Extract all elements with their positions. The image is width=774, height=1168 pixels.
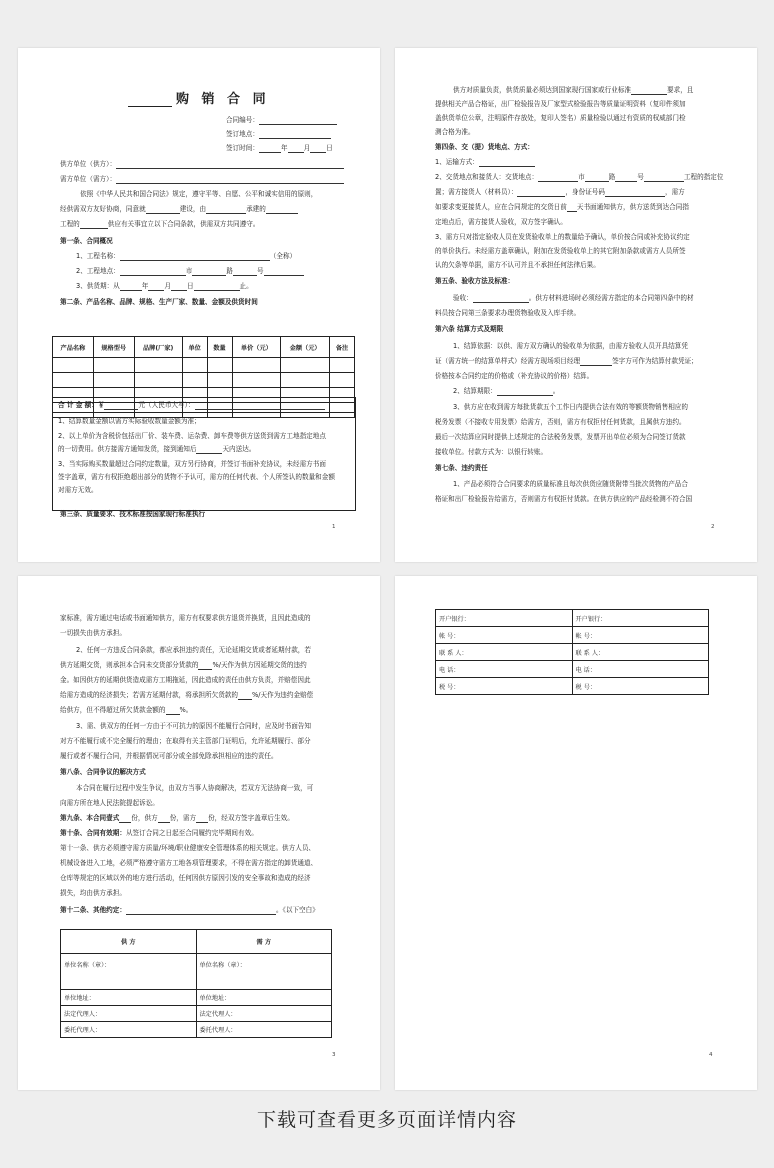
buyer-column-header: 需 方 (196, 930, 332, 954)
quality-line-1: 供方对质量负责，供货质量必须达到国家现行国家或行业标准 要求，且 (453, 86, 694, 94)
supplier-contact: 联 系 人： (436, 644, 573, 661)
transport-line-1: 1、运输方式： (435, 158, 535, 167)
signature-header-row (61, 930, 332, 954)
article-9-line: 第九条、本合同壹式 份，供方 份，需方 份，经双方签字盖章后生效。 (60, 814, 294, 822)
supplier-bank: 开户银行： (436, 610, 573, 627)
breach-line-9: 对方不能履行或不完全履行的理由；在取得有关主管部门证明后，允许延期履行、部分 (60, 737, 311, 745)
supplier-label: 供方单位（供方）： (60, 160, 344, 169)
settlement-line-3: 价格按本合同约定的价格或（补充协议的价格）结算。 (435, 372, 594, 380)
transport-line-8: 认的欠条等单据，需方不认可并且不承担任何法律后果。 (435, 261, 600, 269)
table-row (436, 610, 709, 627)
transport-line-2: 2、交货地点和接货人：交货地点： 市 路 号 工程的指定位 (435, 173, 724, 181)
buyer-agent: 委托代理人： (196, 1022, 332, 1038)
intro-line-1: 依照《中华人民共和国合同法》规定，遵守平等、自愿、公平和诚实信用的原则， (80, 190, 318, 198)
article-11-line-2: 机械设备进入工地，必须严格遵守需方工地各项管理要求，不得在需方指定的卸货通道、 (60, 859, 318, 867)
col-unit: 单位 (182, 337, 207, 358)
contract-page-4 (395, 576, 757, 1090)
table-row (436, 644, 709, 661)
breach-line-4: 供方延期交货，则承担本合同未交货部分货款的 %/天作为供方因延期交货的违约 (60, 661, 307, 669)
signature-row (61, 1022, 332, 1038)
project-name-line: 1、工程名称： （全称） (76, 252, 297, 260)
article-11-line-4: 损失，均由供方承担。 (60, 889, 126, 897)
buyer-account: 帐 号： (572, 627, 709, 644)
breach-line-1: 家标准，需方通过电话或书面通知供方，需方有权要求供方退货并换货，且因此造成的 (60, 614, 311, 622)
supplier-column-header: 供 方 (61, 930, 197, 954)
col-amount: 金额（元） (281, 337, 330, 358)
supplier-address: 单位地址： (61, 990, 197, 1006)
col-product-name: 产品名称 (53, 337, 94, 358)
col-remark: 备注 (330, 337, 355, 358)
settlement-line-4: 2、结算期限： 。 (453, 387, 560, 395)
settlement-line-7: 最后一次结算应同时提供上述规定的合法税务发票，发票开出单位必须为合同签订货款 (435, 433, 686, 441)
buyer-phone: 电 话： (572, 661, 709, 678)
article-11-line-3: 仓库等规定的区域以外的地方进行活动，任何因供方原因引发的安全事故和造成的经济 (60, 874, 311, 882)
contract-page-1 (18, 48, 380, 562)
article-12-line: 第十二条、其他约定： 。《以下空白》 (60, 906, 319, 914)
supply-period-line: 3、供货期：从 年 月 日 止。 (76, 282, 253, 290)
signature-table (60, 929, 332, 1038)
quality-line-3: 盖供货单位公章，注明原件存放处，复印人签名）质量检验以通过有资质的权威部门检 (435, 114, 686, 122)
dispute-line-2: 向需方所在地人民法院提起诉讼。 (60, 799, 159, 807)
page-number: 3 (332, 1052, 336, 1058)
buyer-bank: 开户银行： (572, 610, 709, 627)
breach-line-10: 履行或者不履行合同，并根据情况可部分或全部免除承担相应的违约责任。 (60, 752, 278, 760)
buyer-legal-rep: 法定代理人： (196, 1006, 332, 1022)
note-2b: 的一切费用。供方接需方通知发货，接到通知后 天内送达。 (58, 445, 256, 453)
note-3c: 对需方无效。 (58, 486, 98, 494)
note-1: 1、结算数量金额以需方实际验收数量金额为准； (58, 417, 201, 425)
contract-page-2 (395, 48, 757, 562)
signature-row (61, 990, 332, 1006)
col-brand: 品牌(厂家) (134, 337, 182, 358)
breach-line-7: 给供方，但不得超过所欠货款金额的 %。 (60, 706, 193, 714)
sign-place-label: 签订地点： (226, 130, 331, 139)
buyer-address: 单位地址： (196, 990, 332, 1006)
table-row (436, 678, 709, 695)
table-row (436, 627, 709, 644)
inspection-line-1: 验收： 。供方材料进场时必须经需方指定的本合同第四条中的材 (453, 294, 694, 302)
signature-row (61, 954, 332, 990)
contract-no-label: 合同编号： (226, 116, 337, 125)
article-5-heading: 第五条、验收方法及标准： (435, 277, 515, 285)
breach-line-5: 金。如因供方的延期供货造成需方工期拖延，因此造成的责任由供方负责，并赔偿因此 (60, 676, 311, 684)
note-3b: 签字盖章，需方有权拒绝超出部分的货物不予认可，需方的任何代表、个人所签认的数量和金额 (58, 473, 335, 481)
article-2-heading: 第二条、产品名称、品牌、规格、生产厂家、数量、金额及供货时间 (60, 298, 258, 306)
supplier-legal-rep: 法定代理人： (61, 1006, 197, 1022)
intro-line-3: 工程的 供应有关事宜立以下合同条款，供需双方共同遵守。 (60, 220, 260, 228)
table-row (53, 358, 355, 373)
bank-info-table (435, 609, 709, 695)
divider (52, 412, 354, 413)
sign-date-label: 签订时间： 年 月 日 (226, 144, 333, 152)
supplier-tax-no: 税 号： (436, 678, 573, 695)
download-more-caption: 下载可查看更多页面详情内容 (256, 1109, 517, 1131)
article-4-heading: 第四条、交（提）货地点、方式： (435, 143, 534, 151)
transport-line-4: 如要求变更接货人，应在合同规定的交货日前 天书面通知供方，供方送货到达合同指 (435, 203, 689, 211)
liability-line-2: 格证和出厂检验报告给需方，否则需方有权拒付货款。在供方供应的产品经检测不符合国 (435, 495, 693, 503)
buyer-contact: 联 系 人： (572, 644, 709, 661)
settlement-line-1: 1、结算依据：以供、需方双方确认的验收单为依据，由需方验收人员开具结算凭 (453, 342, 688, 350)
supplier-account: 帐 号： (436, 627, 573, 644)
signature-row (61, 1006, 332, 1022)
intro-line-2: 经供需双方友好协商，同意就 建设，由 承建的 (60, 205, 298, 214)
article-7-heading: 第七条、违约责任 (435, 464, 488, 472)
liability-line-1: 1、产品必须符合合同要求的质量标准且每次供货应随货附带当批次货物的产品合 (453, 480, 688, 488)
buyer-unit-name: 单位名称（章）： (196, 954, 332, 990)
article-10-line: 第十条、合同有效期：从签订合同之日起至合同履约完毕期间有效。 (60, 829, 258, 837)
total-amount-line: 合 计 金 额：￥ 元（人民币大写）： (58, 401, 325, 410)
transport-line-5: 定地点后，需方接货人验收，双方签字确认。 (435, 218, 567, 226)
buyer-tax-no: 税 号： (572, 678, 709, 695)
article-3-heading: 第三条、质量要求、技术标准按国家现行标准执行 (60, 510, 206, 518)
col-quantity: 数量 (207, 337, 232, 358)
quality-line-2: 提供相关产品合格证，出厂检验报告及厂家型式检验报告等质量证明资料（复印件须加 (435, 100, 686, 108)
supplier-phone: 电 话： (436, 661, 573, 678)
settlement-line-6: 税务发票（不接收专用发票）给需方，否则，需方有权拒付任何货款，且属供方违约。 (435, 418, 686, 426)
supplier-agent: 委托代理人： (61, 1022, 197, 1038)
note-3a: 3、当实际购买数量超过合同约定数量，双方另行协商，并签订书面补充协议，未经需方书面 (58, 460, 326, 468)
supplier-unit-name: 单位名称（章）： (61, 954, 197, 990)
contract-page-3 (18, 576, 380, 1090)
table-row (436, 661, 709, 678)
article-11-line-1: 第十一条、供方必须遵守需方质量/环境/职业健康安全管理体系的相关规定。供方人员、 (60, 844, 316, 852)
breach-line-3: 2、任何一方违反合同条款，都应承担违约责任，无论延期交货或者延期付款，若 (76, 646, 311, 654)
transport-line-6: 3、需方只对指定验收人员在发货验收单上的数量给予确认，单价按合同或补充协议约定 (435, 233, 690, 241)
dispute-line-1: 本合同在履行过程中发生争议，由双方当事人协商解决，若双方无法协商一致，可 (76, 784, 314, 792)
breach-line-6: 给需方造成的经济损失；若需方延期付款，将承担所欠货款的 %/天作为违约金赔偿 (60, 691, 314, 699)
breach-line-2: 一切损失由供方承担。 (60, 629, 126, 637)
inspection-line-2: 料员按合同第三条要求办理货物验收及入库手续。 (435, 309, 581, 317)
article-6-heading: 第六条 结算方式及期限 (435, 325, 504, 333)
page-number: 2 (711, 524, 715, 530)
buyer-label: 需方单位（需方）： (60, 175, 344, 184)
col-unit-price: 单价（元） (232, 337, 281, 358)
page-number: 1 (332, 524, 336, 530)
page-number: 4 (709, 1052, 713, 1058)
transport-line-7: 的单价执行。未经需方盖章确认，附加在发货验收单上的其它附加条款或需方人员所签 (435, 247, 686, 255)
quality-line-4: 测合格为准。 (435, 128, 475, 136)
contract-title: 购 销 合 同 (128, 88, 270, 107)
article-1-heading: 第一条、合同概况 (60, 237, 113, 245)
settlement-line-2: 证（需方统一的结算单样式）经需方现场项目经理 签字方可作为结算付款凭证； (435, 357, 698, 365)
settlement-line-8: 接收单位。付款方式为：以银行转账。 (435, 448, 548, 456)
table-row (53, 373, 355, 388)
article-8-heading: 第八条、合同争议的解决方式 (60, 768, 146, 776)
project-address-line: 2、工程地点： 市 路 号 (76, 267, 304, 276)
note-2a: 2、以上单价为含税价包括出厂价、装车费、运杂费、卸车费等供方送货到需方工地指定地点 (58, 432, 326, 440)
col-spec: 规格型号 (93, 337, 134, 358)
breach-line-8: 3、需、供双方的任何一方由于不可抗力的原因不能履行合同时，应及时书面告知 (76, 722, 311, 730)
transport-line-3: 置；需方接货人（材料员）： ，身份证号码 ，需方 (435, 188, 685, 196)
product-table-header (53, 337, 355, 358)
settlement-line-5: 3、供方应在收到需方每批货款五个工作日内提供合法有效的等额货物销售相应的 (453, 403, 688, 411)
